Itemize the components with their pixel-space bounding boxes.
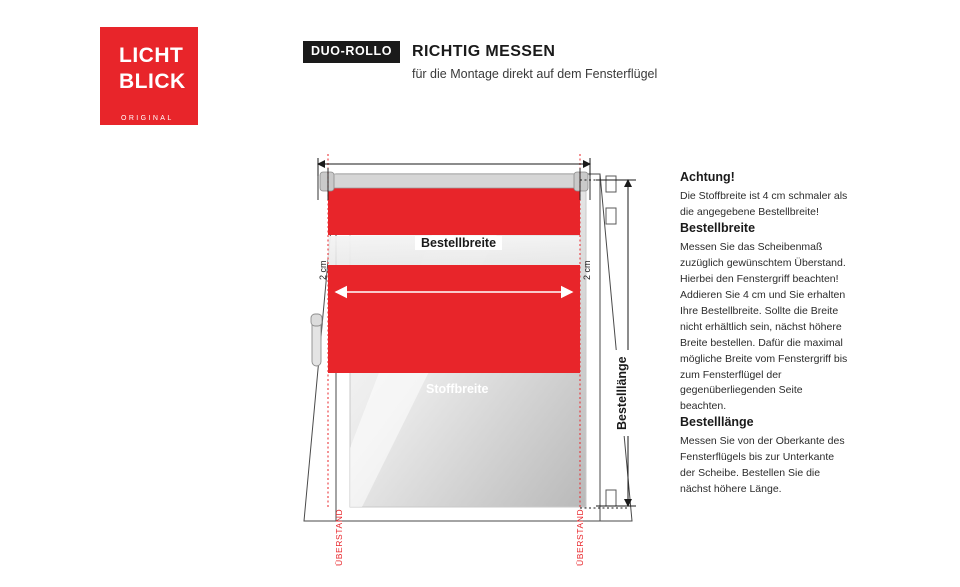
product-type-badge: DUO-ROLLO — [303, 41, 400, 63]
note-bestelllaenge-body: Messen Sie von der Oberkante des Fensterflügels bis zur Unterkante der Scheibe. Bestellen Sie die nächst höhere Länge. — [680, 435, 845, 496]
page-title: RICHTIG MESSEN — [412, 43, 556, 60]
logo-text-blick: BLICK — [119, 70, 186, 93]
label-bestellbreite: Bestellbreite — [415, 236, 502, 250]
note-bestellbreite-body: Messen Sie das Scheibenmaß zuzüglich gewünschtem Überstand. Hierbei den Fenstergriff beachten! Addieren Sie 4 cm und Sie erhalten Ihre Bestellbreite. Sollte die Breite nicht erhältlich sein, nächst höhere Breite bestellen. Dafür die maximal mögliche Breite vom Fenstergriff bis zum Fensterflügel der gegenüberliegenden Seite beachten. — [680, 240, 848, 413]
roller-bracket-left — [320, 172, 334, 191]
measurement-diagram — [290, 118, 650, 566]
note-bestellbreite — [680, 221, 850, 415]
label-stoffbreite: Stoffbreite — [426, 382, 489, 396]
note-achtung-body: Die Stoffbreite ist 4 cm schmaler als die angegebene Bestellbreite! — [680, 190, 848, 218]
note-achtung — [680, 170, 850, 221]
page-subtitle: für die Montage direkt auf dem Fensterflügel — [412, 67, 658, 81]
logo-text-licht: LICHT — [119, 44, 184, 67]
diagram-svg — [290, 118, 650, 548]
note-bestelllaenge — [680, 415, 850, 498]
note-bestelllaenge-heading: Bestelllänge — [680, 415, 754, 430]
roller-tube — [326, 174, 582, 188]
note-achtung-heading: Achtung! — [680, 170, 735, 184]
notes-column — [680, 170, 850, 498]
logo-text-original: ORIGINAL — [121, 115, 174, 122]
label-margin-right: 2 cm — [582, 260, 592, 280]
brand-logo — [100, 27, 198, 125]
label-overhang-left: ÜBERSTAND — [334, 508, 344, 566]
dimension-bestellbreite — [318, 158, 590, 176]
roller-bracket-right — [574, 172, 588, 191]
note-bestellbreite-heading: Bestellbreite — [680, 220, 756, 235]
label-margin-left: 2 cm — [318, 260, 328, 280]
window-handle — [311, 314, 322, 366]
blind-red-band-lower — [328, 319, 580, 373]
label-overhang-right: ÜBERSTAND — [575, 508, 585, 566]
blind-red-band-top — [328, 181, 580, 235]
label-bestelllaenge: Bestelllänge — [615, 350, 629, 436]
